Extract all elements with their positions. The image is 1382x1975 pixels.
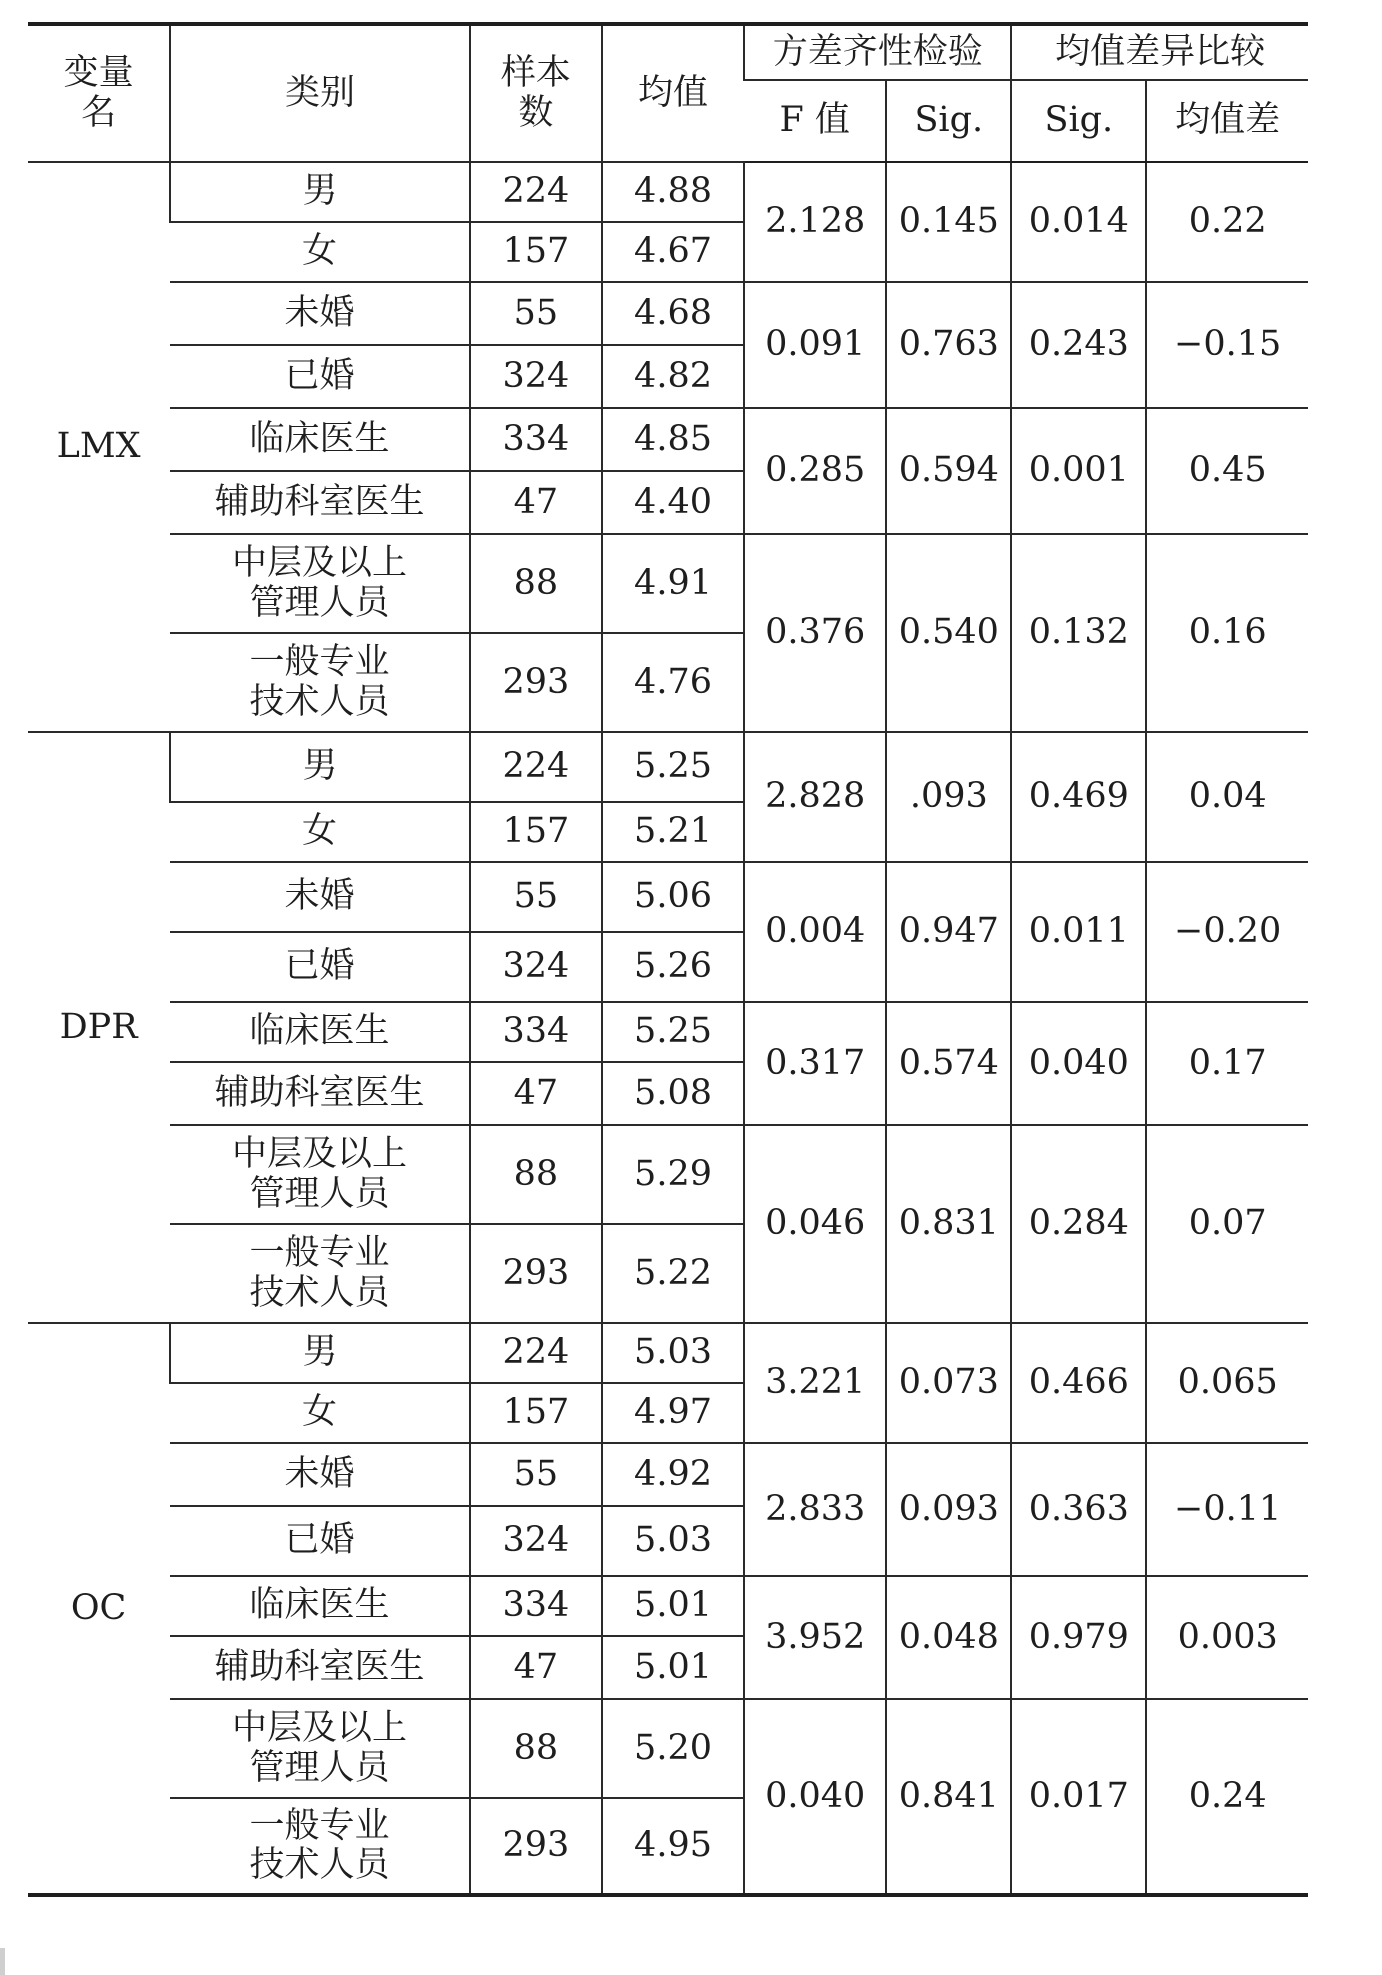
sample-size-cell: 324 bbox=[470, 932, 602, 1002]
category-cell: 临床医生 bbox=[170, 1576, 470, 1636]
sample-size-cell: 55 bbox=[470, 862, 602, 932]
sample-size-cell: 157 bbox=[470, 222, 602, 282]
mean-cell: 5.08 bbox=[602, 1062, 744, 1125]
sample-size-cell: 55 bbox=[470, 282, 602, 345]
sig-homogeneity-cell: 0.594 bbox=[886, 408, 1011, 534]
sample-size-cell: 224 bbox=[470, 162, 602, 222]
category-cell: 临床医生 bbox=[170, 408, 470, 471]
header-mean-difference: 均值差 bbox=[1146, 80, 1308, 162]
mean-difference-cell: 0.45 bbox=[1146, 408, 1308, 534]
sample-size-cell: 88 bbox=[470, 534, 602, 633]
table-row bbox=[28, 1699, 1308, 1798]
category-line2: 技术人员 bbox=[249, 681, 390, 722]
sig-mean-cell: 0.243 bbox=[1011, 282, 1146, 408]
mean-cell: 4.92 bbox=[602, 1443, 744, 1506]
category-cell bbox=[170, 1798, 470, 1895]
category-line1: 一般专业 bbox=[249, 642, 390, 683]
table-row bbox=[28, 1323, 1308, 1383]
category-cell: 辅助科室医生 bbox=[170, 471, 470, 534]
mean-cell: 5.01 bbox=[602, 1576, 744, 1636]
sample-size-cell: 88 bbox=[470, 1699, 602, 1798]
category-cell: 临床医生 bbox=[170, 1002, 470, 1062]
table-row bbox=[28, 732, 1308, 802]
table-row bbox=[28, 534, 1308, 633]
mean-difference-cell: 0.22 bbox=[1146, 162, 1308, 282]
sig-homogeneity-cell: .093 bbox=[886, 732, 1011, 862]
variable-name-cell: LMX bbox=[28, 162, 170, 732]
mean-cell: 5.22 bbox=[602, 1224, 744, 1323]
mean-difference-cell: 0.24 bbox=[1146, 1699, 1308, 1895]
category-line1: 中层及以上 bbox=[232, 543, 408, 584]
category-line2: 技术人员 bbox=[249, 1845, 390, 1885]
header-sample-size bbox=[470, 24, 602, 162]
header-sig-homogeneity: Sig. bbox=[886, 80, 1011, 162]
sig-homogeneity-cell: 0.048 bbox=[886, 1576, 1011, 1699]
mean-cell: 4.88 bbox=[602, 162, 744, 222]
mean-cell: 5.06 bbox=[602, 862, 744, 932]
sig-mean-cell: 0.284 bbox=[1011, 1125, 1146, 1323]
mean-cell: 4.91 bbox=[602, 534, 744, 633]
f-value-cell: 0.091 bbox=[744, 282, 886, 408]
mean-cell: 5.21 bbox=[602, 802, 744, 862]
f-value-cell: 3.221 bbox=[744, 1323, 886, 1443]
sig-mean-cell: 0.014 bbox=[1011, 162, 1146, 282]
sample-size-cell: 293 bbox=[470, 1224, 602, 1323]
mean-difference-cell: 0.07 bbox=[1146, 1125, 1308, 1323]
mean-difference-cell: 0.003 bbox=[1146, 1576, 1308, 1699]
category-line1: 一般专业 bbox=[249, 1805, 390, 1846]
sig-homogeneity-cell: 0.093 bbox=[886, 1443, 1011, 1576]
category-cell: 辅助科室医生 bbox=[170, 1636, 470, 1699]
header-f-value: F 值 bbox=[744, 80, 886, 162]
sample-size-cell: 157 bbox=[470, 802, 602, 862]
table-row bbox=[28, 1576, 1308, 1636]
category-line1: 中层及以上 bbox=[232, 1708, 408, 1749]
table-row bbox=[28, 1002, 1308, 1062]
sig-homogeneity-cell: 0.145 bbox=[886, 162, 1011, 282]
sig-homogeneity-cell: 0.763 bbox=[886, 282, 1011, 408]
sig-homogeneity-cell: 0.841 bbox=[886, 1699, 1011, 1895]
category-line2: 管理人员 bbox=[249, 1747, 390, 1788]
category-cell bbox=[170, 633, 470, 732]
f-value-cell: 2.128 bbox=[744, 162, 886, 282]
sig-homogeneity-cell: 0.073 bbox=[886, 1323, 1011, 1443]
sample-size-cell: 334 bbox=[470, 408, 602, 471]
sample-size-cell: 293 bbox=[470, 633, 602, 732]
mean-cell: 5.25 bbox=[602, 732, 744, 802]
sig-homogeneity-cell: 0.540 bbox=[886, 534, 1011, 732]
mean-cell: 4.68 bbox=[602, 282, 744, 345]
category-cell: 男 bbox=[170, 162, 470, 222]
mean-difference-cell: −0.15 bbox=[1146, 282, 1308, 408]
mean-difference-cell: −0.11 bbox=[1146, 1443, 1308, 1576]
f-value-cell: 2.828 bbox=[744, 732, 886, 862]
sig-mean-cell: 0.363 bbox=[1011, 1443, 1146, 1576]
mean-cell: 4.95 bbox=[602, 1798, 744, 1895]
f-value-cell: 0.004 bbox=[744, 862, 886, 1002]
sig-homogeneity-cell: 0.831 bbox=[886, 1125, 1011, 1323]
mean-cell: 5.03 bbox=[602, 1323, 744, 1383]
header-variable-name bbox=[28, 24, 170, 162]
mean-cell: 5.29 bbox=[602, 1125, 744, 1224]
mean-cell: 4.76 bbox=[602, 633, 744, 732]
mean-cell: 4.40 bbox=[602, 471, 744, 534]
category-cell: 辅助科室医生 bbox=[170, 1062, 470, 1125]
scan-edge-mark bbox=[0, 1948, 5, 1975]
category-line2: 技术人员 bbox=[249, 1272, 390, 1313]
sig-mean-cell: 0.040 bbox=[1011, 1002, 1146, 1125]
table-body bbox=[28, 162, 1308, 1895]
table-row bbox=[28, 162, 1308, 222]
table-row bbox=[28, 408, 1308, 471]
difference-test-table bbox=[28, 22, 1308, 1897]
f-value-cell: 0.285 bbox=[744, 408, 886, 534]
sample-size-cell: 88 bbox=[470, 1125, 602, 1224]
category-cell: 男 bbox=[170, 1323, 470, 1383]
mean-difference-cell: 0.04 bbox=[1146, 732, 1308, 862]
header-mean: 均值 bbox=[602, 24, 744, 162]
header-variable-name-line2: 名 bbox=[81, 92, 117, 133]
sig-mean-cell: 0.466 bbox=[1011, 1323, 1146, 1443]
table-row bbox=[28, 282, 1308, 345]
table-row bbox=[28, 1443, 1308, 1506]
mean-difference-cell: 0.17 bbox=[1146, 1002, 1308, 1125]
f-value-cell: 2.833 bbox=[744, 1443, 886, 1576]
header-category: 类别 bbox=[170, 24, 470, 162]
f-value-cell: 0.317 bbox=[744, 1002, 886, 1125]
table-row bbox=[28, 1125, 1308, 1224]
mean-difference-cell: 0.065 bbox=[1146, 1323, 1308, 1443]
sample-size-cell: 334 bbox=[470, 1576, 602, 1636]
category-cell: 女 bbox=[170, 222, 470, 282]
sig-mean-cell: 0.011 bbox=[1011, 862, 1146, 1002]
category-cell: 已婚 bbox=[170, 932, 470, 1002]
category-line1: 中层及以上 bbox=[232, 1134, 408, 1175]
category-cell: 未婚 bbox=[170, 1443, 470, 1506]
category-line1: 一般专业 bbox=[249, 1233, 390, 1274]
category-cell bbox=[170, 1699, 470, 1798]
sample-size-cell: 47 bbox=[470, 471, 602, 534]
mean-cell: 5.26 bbox=[602, 932, 744, 1002]
mean-cell: 5.03 bbox=[602, 1506, 744, 1576]
sample-size-cell: 293 bbox=[470, 1798, 602, 1895]
sample-size-cell: 224 bbox=[470, 732, 602, 802]
sig-mean-cell: 0.017 bbox=[1011, 1699, 1146, 1895]
mean-cell: 4.67 bbox=[602, 222, 744, 282]
header-sample-line1: 样本 bbox=[500, 53, 571, 94]
header-mean-difference-comparison: 均值差异比较 bbox=[1011, 24, 1308, 80]
header-sig-mean: Sig. bbox=[1011, 80, 1146, 162]
f-value-cell: 0.040 bbox=[744, 1699, 886, 1895]
f-value-cell: 0.046 bbox=[744, 1125, 886, 1323]
f-value-cell: 3.952 bbox=[744, 1576, 886, 1699]
table-header bbox=[28, 24, 1308, 162]
sig-mean-cell: 0.469 bbox=[1011, 732, 1146, 862]
sample-size-cell: 334 bbox=[470, 1002, 602, 1062]
mean-cell: 4.82 bbox=[602, 345, 744, 408]
category-cell: 女 bbox=[170, 802, 470, 862]
category-cell: 已婚 bbox=[170, 345, 470, 408]
category-cell bbox=[170, 534, 470, 633]
category-cell bbox=[170, 1125, 470, 1224]
sample-size-cell: 55 bbox=[470, 1443, 602, 1506]
mean-cell: 4.97 bbox=[602, 1383, 744, 1443]
sample-size-cell: 324 bbox=[470, 1506, 602, 1576]
sample-size-cell: 47 bbox=[470, 1062, 602, 1125]
variable-name-cell: OC bbox=[28, 1323, 170, 1895]
header-sample-line2: 数 bbox=[518, 92, 554, 133]
header-variable-name-line1: 变量 bbox=[63, 53, 134, 94]
variable-name-cell: DPR bbox=[28, 732, 170, 1323]
mean-cell: 5.20 bbox=[602, 1699, 744, 1798]
category-cell: 男 bbox=[170, 732, 470, 802]
category-line2: 管理人员 bbox=[249, 582, 390, 623]
sig-homogeneity-cell: 0.574 bbox=[886, 1002, 1011, 1125]
f-value-cell: 0.376 bbox=[744, 534, 886, 732]
mean-difference-cell: 0.16 bbox=[1146, 534, 1308, 732]
sample-size-cell: 324 bbox=[470, 345, 602, 408]
mean-cell: 5.25 bbox=[602, 1002, 744, 1062]
sample-size-cell: 224 bbox=[470, 1323, 602, 1383]
category-cell: 未婚 bbox=[170, 282, 470, 345]
sample-size-cell: 157 bbox=[470, 1383, 602, 1443]
category-line2: 管理人员 bbox=[249, 1173, 390, 1214]
category-cell: 已婚 bbox=[170, 1506, 470, 1576]
category-cell bbox=[170, 1224, 470, 1323]
category-cell: 女 bbox=[170, 1383, 470, 1443]
mean-cell: 5.01 bbox=[602, 1636, 744, 1699]
sig-mean-cell: 0.132 bbox=[1011, 534, 1146, 732]
mean-cell: 4.85 bbox=[602, 408, 744, 471]
table-row bbox=[28, 862, 1308, 932]
sig-mean-cell: 0.979 bbox=[1011, 1576, 1146, 1699]
header-homogeneity-test: 方差齐性检验 bbox=[744, 24, 1011, 80]
sig-homogeneity-cell: 0.947 bbox=[886, 862, 1011, 1002]
sample-size-cell: 47 bbox=[470, 1636, 602, 1699]
sig-mean-cell: 0.001 bbox=[1011, 408, 1146, 534]
category-cell: 未婚 bbox=[170, 862, 470, 932]
mean-difference-cell: −0.20 bbox=[1146, 862, 1308, 1002]
